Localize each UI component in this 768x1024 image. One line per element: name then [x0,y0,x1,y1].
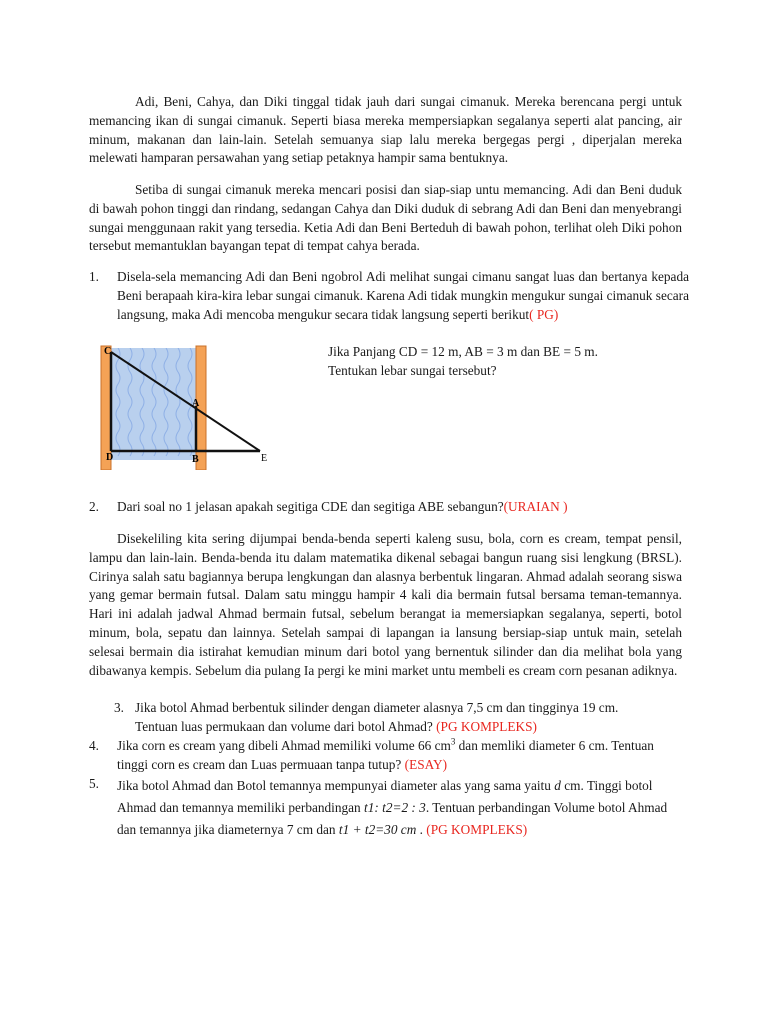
question-number: 2. [89,499,99,514]
question-1-given [328,343,688,381]
question-3-text: Tentuan luas permukaan dan volume dari botol Ahmad? [135,718,433,734]
question-4-text: Jika corn es cream yang dibeli Ahmad memiliki volume 66 cm [117,738,451,753]
question-type-tag: ( PG) [529,306,559,322]
paragraph-intro: Adi, Beni, Cahya, dan Diki tinggal tidak jauh dari sungai cimanuk. Mereka berencana pergi untuk memancing ikan di sungai cimanuk. Seperti biasa mereka mempersiapkan segalanya seperti alat pancing, air minum, makanan dan lain-lain. Setelah semuanya siap lalu mereka bergegas pergi , diperjalan mereka melewati hamparan persawahan yang setiap petaknya hampir sama bentuknya. [89,94,682,166]
variable-d: d [554,778,561,793]
question-type-tag: (PG KOMPLEKS) [436,718,537,734]
question-number: 4. [89,738,99,753]
question-5-text-c: . Tentuan perbandingan Volume botol Ahmad dan temannya jika diameternya 7 cm dan [117,800,668,837]
question-2-text: Dari soal no 1 jelasan apakah segitiga CDE dan segitiga ABE sebangun? [117,499,504,514]
question-text [117,498,689,517]
question-1 [89,268,689,324]
question-4-text-cont: dan memliki diameter 6 cm. Tentuan tinggi corn es cream dan Luas permuaan tanpa tutup? [117,738,654,772]
question-prompt: Tentukan lebar sungai tersebut? [328,362,497,378]
question-1-text: Disela-sela memancing Adi dan Beni ngobrol Adi melihat sungai cimanu sangat luas dan bertanya kepada Beni berapaah kira-kira lebar sungai cimanuk. Karena Adi tidak mungkin mengukur sungai cimanuk secara langsung, maka Adi mencoba mengukur secara tidak langsung seperti berikut [117,269,689,322]
question-text [117,737,679,775]
height-ratio: t1: t2=2 : 3 [364,800,426,815]
paragraph-river: Setiba di sungai cimanuk mereka mencari posisi dan siap-siap untu memancing. Adi dan Beni duduk di bawah pohon tinggi dan rindang, sedangan Cahya dan Diki duduk di sebrang Adi dan Beni dan menyebrangi sungai menggunaan rakit yang tersedia. Ketia Adi dan Beni Berteduh di bawah pohon, terlihat oleh Diki pohon tersebut memantuklan bayangan tepat di tempat cahya berada. [89,182,682,254]
question-5-text-b: cm. Tinggi botol Ahmad dan temannya memiliki perbandingan [117,778,653,815]
question-3 [89,699,689,737]
question-5-text: Jika botol Ahmad dan Botol temannya mempunyai diameter alas yang sama yaitu [117,778,555,793]
label-e: E [261,453,268,464]
label-b: B [192,454,199,465]
label-c: C [104,346,112,357]
label-a: A [192,398,200,409]
river-triangle-figure [98,338,278,470]
unit-exponent: 3 [450,736,456,747]
given-values: Jika Panjang CD = 12 m, AB = 3 m dan BE = 5 m. [328,344,598,359]
question-type-tag: (ESAY) [404,756,447,772]
question-4 [89,737,689,775]
question-3-line2 [135,718,689,737]
question-number: 3. [114,700,124,715]
question-5-text-d: . [416,822,427,837]
question-text [117,268,689,324]
label-d: D [106,452,114,463]
height-sum: t1 + t2=30 cm [338,822,417,837]
question-type-tag: (PG KOMPLEKS) [426,822,528,837]
paragraph-brsl: Disekeliling kita sering dijumpai benda-benda seperti kaleng susu, bola, corn es cream, tempat pensil, lampu dan lain-lain. Benda-benda itu dalam matematika dikenal sebagai bangun ruang sisi lengkung (BRSL). Cirinya salah satu bagiannya berupa lengkungan dan alasnya berbentuk lingaran. Ahmad adalah seorang siswa yang gemar bermain futsal. Dalam satu minggu hampir 4 kali dia bermain futsal bersama teman-temannya. Hari ini adalah jadwal Ahmad bermain futsal, sebelum berangat ia memersiapkan segalanya, seperti, botol minum, bola, sepatu dan lainnya. Setelah sampai di lapangan ia lansung bersiap-siap untuk main, setelah selesai bermain dia istirahat kemudian minum dari botol yang bernentuk silinder dan dia melihat bola yang dibawanya kempis. Sebelum dia pulang Ia pergi ke mini market untu membeli es cream corn pesanan adiknya. [89,531,682,678]
question-text [117,775,679,841]
question-number: 5. [89,776,99,791]
question-5 [89,775,689,841]
question-2 [89,498,689,517]
question-3-line1: Jika botol Ahmad berbentuk silinder dengan diameter alasnya 7,5 cm dan tingginya 19 cm. [135,700,619,715]
question-number: 1. [89,269,99,284]
question-type-tag: (URAIAN ) [503,499,568,514]
